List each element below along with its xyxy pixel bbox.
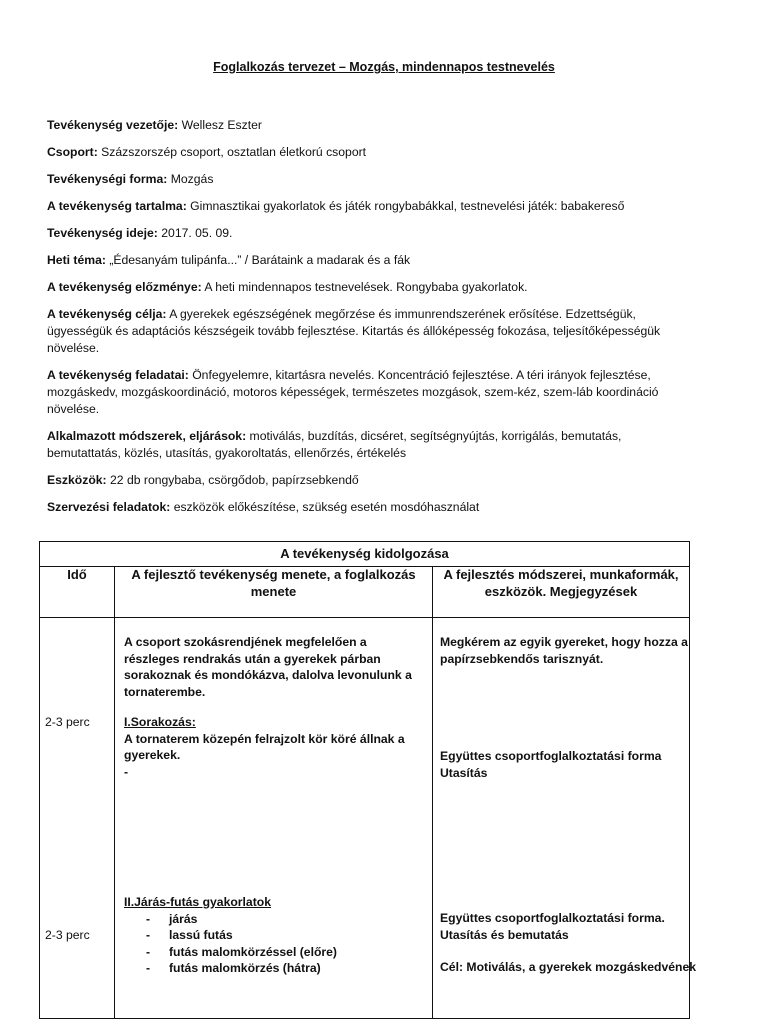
- field-value: A heti mindennapos testnevelések. Rongybaba gyakorlatok.: [204, 280, 528, 294]
- note-text: [440, 910, 710, 976]
- intro-text: A csoport szokásrendjének megfelelően a részleges rendrakás után a gyerekek párban sorakoznak és mondókázva, dalolva levonulunk a tornaterembe.: [124, 635, 412, 699]
- time-label: 2-3 perc: [45, 715, 90, 729]
- field-group: [47, 144, 687, 161]
- field-value: A gyerekek egészségének megőrzése és immunrendszerének erősítése. Edzettségük, ügyességük és adaptációs készségeik tovább fejlesztése. Kitartás és állóképesség fokozása, teljesítőképességük növelése.: [47, 307, 661, 355]
- field-label: Tevékenységi forma:: [47, 172, 168, 186]
- header-process: A fejlesztő tevékenység menete, a foglalkozás menete: [115, 567, 433, 618]
- activity-table: [39, 541, 697, 1019]
- time-label: 2-3 perc: [45, 928, 90, 942]
- field-label: A tevékenység feladatai:: [47, 368, 189, 382]
- note-text: Megkérem az egyik gyereket, hogy hozza a papírzsebkendős tarisznyát.: [440, 635, 688, 666]
- field-label: Szervezési feladatok:: [47, 500, 171, 514]
- note-text: [440, 748, 710, 781]
- field-label: A tevékenység előzménye:: [47, 280, 202, 294]
- field-label: A tevékenység tartalma:: [47, 199, 187, 213]
- note-line: Utasítás és bemutatás: [440, 927, 569, 942]
- field-value: 22 db rongybaba, csörgődob, papírzsebkendő: [110, 473, 359, 487]
- exercise-list: [124, 911, 414, 977]
- field-tools: [47, 472, 687, 489]
- field-value: Önfegyelemre, kitartásra nevelés. Koncentráció fejlesztése. A téri irányok fejlesztése, mozgáskedv, mozgáskoordináció, motoros képességek, természetes mozgások, szem-kéz, szem-láb koordináció növelése.: [47, 368, 659, 416]
- header-time: Idő: [40, 567, 115, 618]
- section-jaras-futas: [124, 894, 414, 977]
- note-line: Cél: Motiválás, a gyerekek mozgáskedvének: [440, 960, 697, 974]
- table-caption: A tevékenység kidolgozása: [40, 542, 690, 567]
- field-label: Tevékenység vezetője:: [47, 118, 179, 132]
- section-dash: -: [124, 764, 129, 779]
- field-antecedent: [47, 279, 687, 296]
- note-line: Együttes csoportfoglalkoztatási forma: [440, 749, 662, 763]
- field-label: Tevékenység ideje:: [47, 226, 158, 240]
- field-value: eszközök előkészítése, szükség esetén mosdóhasználat: [173, 500, 480, 514]
- time-cell: [40, 618, 115, 1019]
- field-form: [47, 171, 687, 188]
- field-value: 2017. 05. 09.: [161, 226, 233, 240]
- field-label: Alkalmazott módszerek, eljárások:: [47, 429, 247, 443]
- field-date: [47, 225, 687, 242]
- field-value: Százszorszép csoport, osztatlan életkorú csoport: [101, 145, 367, 159]
- list-item: - lassú futás: [124, 927, 414, 944]
- field-label: A tevékenység célja:: [47, 307, 167, 321]
- field-label: Csoport:: [47, 145, 98, 159]
- section-title: I.Sorakozás:: [124, 715, 196, 729]
- list-item: - futás malomkörzés (hátra): [124, 960, 414, 977]
- field-leader: [47, 117, 687, 134]
- field-goal: [47, 306, 687, 357]
- process-cell: [115, 618, 433, 1019]
- field-weekly-theme: [47, 252, 687, 269]
- methods-cell: [433, 618, 697, 1019]
- field-list: [47, 117, 687, 526]
- field-value: motiválás, buzdítás, dicséret, segítségnyújtás, korrigálás, bemutatás, bemutattatás, közlés, utasítás, gyakoroltatás, ellenőrzés, értékelés: [47, 429, 622, 460]
- section-text: A tornaterem közepén felrajzolt kör köré állnak a gyerekek.: [124, 731, 405, 762]
- note-line: Utasítás: [440, 765, 488, 780]
- section-sorakozas: [124, 714, 414, 780]
- list-item: - futás malomkörzéssel (előre): [124, 944, 414, 961]
- field-value: „Édesanyám tulipánfa...” / Barátaink a madarak és a fák: [109, 253, 411, 267]
- list-item: - járás: [124, 911, 414, 928]
- field-value: Mozgás: [170, 172, 214, 186]
- document-title: Foglalkozás tervezet – Mozgás, mindennapos testnevelés: [213, 60, 555, 74]
- note-line: Együttes csoportfoglalkoztatási forma.: [440, 911, 665, 925]
- field-organization: [47, 499, 687, 516]
- header-methods: A fejlesztés módszerei, munkaformák, eszközök. Megjegyzések: [433, 567, 690, 618]
- field-value: Wellesz Eszter: [181, 118, 262, 132]
- field-label: Eszközök:: [47, 473, 107, 487]
- field-methods: [47, 428, 687, 462]
- section-title: II.Járás-futás gyakorlatok: [124, 895, 271, 909]
- field-value: Gimnasztikai gyakorlatok és játék rongybabákkal, testnevelési játék: babakereső: [190, 199, 625, 213]
- field-label: Heti téma:: [47, 253, 106, 267]
- field-content: [47, 198, 687, 215]
- field-tasks: [47, 367, 687, 418]
